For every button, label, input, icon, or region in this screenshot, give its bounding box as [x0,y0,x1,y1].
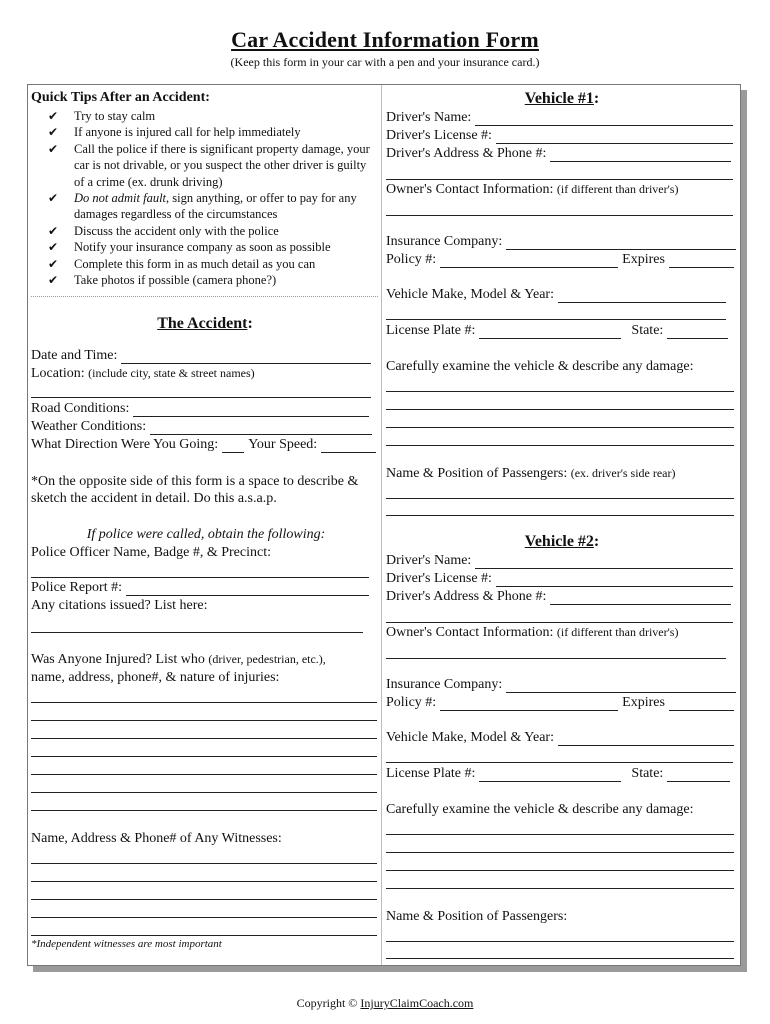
checkmark-icon: ✔ [48,256,59,271]
speed-label: Your Speed: [248,437,318,452]
v1-passengers-row [386,465,676,482]
v2-passengers-label: Name & Position of Passengers: [386,909,568,924]
tips-list [48,108,378,288]
tip-item [48,190,378,223]
road-label: Road Conditions: [31,401,130,416]
witness-line[interactable] [31,899,377,900]
report-label: Police Report #: [31,580,122,595]
dotted-divider [31,296,378,297]
injury-line[interactable] [31,774,377,775]
vehicle1-heading-colon: : [593,90,600,107]
v2-address-field[interactable] [550,592,731,605]
weather-label: Weather Conditions: [31,419,147,434]
weather-row [31,418,372,435]
tip-item [48,272,378,288]
citations-label: Any citations issued? List here: [31,598,208,613]
v2-make-line-2[interactable] [386,762,733,763]
witness-note: *Independent witnesses are most important [31,938,222,950]
v2-policy-label: Policy #: [386,695,437,710]
v1-driver-name-row [386,109,733,126]
date-time-field[interactable] [121,351,371,364]
v2-insurance-row [386,676,736,693]
v2-plate-field[interactable] [479,769,621,782]
v2-driver-name-row [386,552,733,569]
tip-item [48,124,378,140]
tip-text: Complete this form in as much detail as you can [74,256,316,271]
injury-line[interactable] [31,720,377,721]
v2-damage-label: Carefully examine the vehicle & describe any damage: [386,802,694,817]
v1-damage-line[interactable] [386,391,734,392]
vehicle2-heading-text: Vehicle #2 [524,533,594,550]
location-field[interactable] [31,397,371,398]
v1-damage-line[interactable] [386,409,734,410]
injured-row [31,651,326,668]
tip-item [48,141,378,190]
v1-driver-name-label: Driver's Name: [386,110,472,125]
date-time-label: Date and Time: [31,348,118,363]
checkmark-icon: ✔ [48,191,59,206]
v2-address-row [386,588,731,605]
v1-make-line-2[interactable] [386,319,726,320]
v1-passenger-line[interactable] [386,498,734,499]
v2-plate-label: License Plate #: [386,766,476,781]
v2-damage-line[interactable] [386,834,734,835]
report-field[interactable] [126,583,369,596]
v2-address-label: Driver's Address & Phone #: [386,589,547,604]
v2-policy-row [386,694,734,711]
checkmark-icon: ✔ [48,109,59,123]
speed-field[interactable] [321,440,376,453]
v1-license-field[interactable] [496,131,733,144]
v2-passenger-line[interactable] [386,958,734,959]
tip-emphasis: Do not admit fault [74,191,167,206]
v1-plate-field[interactable] [479,326,621,339]
v1-license-label: Driver's License #: [386,128,492,143]
report-row [31,579,369,596]
v2-state-field[interactable] [667,769,730,782]
v1-address-label: Driver's Address & Phone #: [386,146,547,161]
tip-text: If anyone is injured call for help immediately [74,125,301,140]
v2-owner-label: Owner's Contact Information: [386,625,554,640]
tip-text: Call the police if there is significant property damage, your car is not drivable, or you suspect the other driver is guilty of a crime (ex. drunk driving) [74,141,370,189]
v2-expires-field[interactable] [669,698,734,711]
tip-text: Try to stay calm [74,109,156,123]
v1-make-row [386,286,726,303]
v1-owner-row [386,181,678,198]
v1-passengers-label: Name & Position of Passengers: [386,466,568,481]
right-column [383,85,741,965]
injury-line[interactable] [31,702,377,703]
v2-insurance-label: Insurance Company: [386,677,503,692]
road-field[interactable] [133,404,369,417]
v1-damage-line[interactable] [386,427,734,428]
v2-driver-name-field[interactable] [475,556,733,569]
officer-field[interactable] [31,577,369,578]
date-time-row [31,347,371,364]
v1-passengers-hint: (ex. driver's side rear) [570,466,676,480]
location-row [31,365,371,382]
accident-heading [28,315,382,333]
v1-policy-label: Policy #: [386,252,437,267]
checkmark-icon: ✔ [48,141,59,156]
v2-owner-field[interactable] [386,658,726,659]
v1-address-field[interactable] [550,149,731,162]
accident-heading-colon: : [247,315,253,332]
tip-item [48,223,378,239]
injury-line[interactable] [31,810,377,811]
checkmark-icon: ✔ [48,240,59,255]
vehicle1-heading-text: Vehicle #1 [524,90,594,107]
vehicle2-heading [383,533,741,551]
v1-driver-name-field[interactable] [475,113,733,126]
v2-passenger-line[interactable] [386,941,734,942]
v2-make-row [386,729,734,746]
accident-heading-text: The Accident [157,315,248,332]
v1-expires-field[interactable] [669,255,734,268]
direction-field[interactable] [222,440,244,453]
citations-field[interactable] [31,632,363,633]
police-intro: If police were called, obtain the following: [86,527,326,542]
v1-insurance-field[interactable] [506,237,736,250]
v2-damage-line[interactable] [386,888,734,889]
v2-driver-name-label: Driver's Name: [386,553,472,568]
v2-make-field[interactable] [558,733,734,746]
direction-label: What Direction Were You Going: [31,437,219,452]
injured-hint: (driver, pedestrian, etc.), [208,652,326,666]
v1-plate-row [386,322,728,339]
tip-text: Notify your insurance company as soon as possible [74,240,331,255]
tip-item [48,256,378,272]
direction-row [31,436,376,453]
v1-passenger-line[interactable] [386,515,734,516]
v2-damage-line[interactable] [386,852,734,853]
tips-heading: Quick Tips After an Accident: [31,90,210,105]
form-subtitle: (Keep this form in your car with a pen and your insurance card.) [230,55,540,69]
v2-plate-row [386,765,730,782]
v1-address-line-2[interactable] [386,179,733,180]
v2-owner-hint: (if different than driver's) [556,625,679,639]
injured-label-2: name, address, phone#, & nature of injuries: [31,670,280,685]
injury-line[interactable] [31,756,377,757]
tip-text: Take photos if possible (camera phone?) [74,273,277,288]
v2-policy-field[interactable] [440,698,618,711]
tip-item [48,108,378,124]
v1-owner-field[interactable] [386,215,733,216]
left-column [28,85,382,965]
v1-license-row [386,127,733,144]
injury-line[interactable] [31,792,377,793]
witness-line[interactable] [31,917,377,918]
v2-expires-label: Expires [622,695,665,710]
vehicle2-heading-colon: : [593,533,600,550]
v1-policy-row [386,251,734,268]
tip-item [48,239,378,255]
v2-license-row [386,570,733,587]
v2-address-line-2[interactable] [386,622,733,623]
tip-text: , sign anything, or offer to pay for any damages regardless of the circumstances [74,191,357,222]
v2-damage-line[interactable] [386,870,734,871]
tip-text: Discuss the accident only with the police [74,223,279,238]
v1-state-field[interactable] [667,326,728,339]
witnesses-label: Name, Address & Phone# of Any Witnesses: [31,831,282,846]
location-hint: (include city, state & street names) [88,366,255,380]
form-title: Car Accident Information Form [231,27,539,52]
v1-owner-label: Owner's Contact Information: [386,182,554,197]
v1-insurance-label: Insurance Company: [386,234,503,249]
site-link[interactable]: InjuryClaimCoach.com [360,996,474,1010]
v2-insurance-field[interactable] [506,680,736,693]
v1-owner-hint: (if different than driver's) [556,182,679,196]
witness-line[interactable] [31,863,377,864]
v2-owner-row [386,624,678,641]
weather-field[interactable] [150,422,372,435]
vehicle1-heading [383,90,741,108]
checkmark-icon: ✔ [48,273,59,288]
form-frame [27,84,741,966]
injury-line[interactable] [31,738,377,739]
v1-damage-label: Carefully examine the vehicle & describe any damage: [386,359,694,374]
checkmark-icon: ✔ [48,223,59,238]
v1-plate-label: License Plate #: [386,323,476,338]
v1-policy-field[interactable] [440,255,618,268]
v1-expires-label: Expires [622,252,665,267]
v2-license-field[interactable] [496,574,733,587]
injured-label: Was Anyone Injured? List who [31,652,205,667]
checkmark-icon: ✔ [48,125,59,140]
location-label: Location: [31,366,85,381]
v1-state-label: State: [631,323,664,338]
v1-insurance-row [386,233,736,250]
opposite-side-note: *On the opposite side of this form is a space to describe & sketch the accident in detail. Do this a.s.a.p. [31,474,359,506]
officer-label: Police Officer Name, Badge #, & Precinct: [31,545,271,560]
v1-make-label: Vehicle Make, Model & Year: [386,287,554,302]
v1-make-field[interactable] [558,290,726,303]
footer [0,996,770,1011]
witness-line[interactable] [31,881,377,882]
v2-make-label: Vehicle Make, Model & Year: [386,730,554,745]
v1-address-row [386,145,731,162]
copyright-text: Copyright © [296,996,358,1010]
road-row [31,400,369,417]
v2-license-label: Driver's License #: [386,571,492,586]
v2-state-label: State: [631,766,664,781]
v1-damage-line[interactable] [386,445,734,446]
